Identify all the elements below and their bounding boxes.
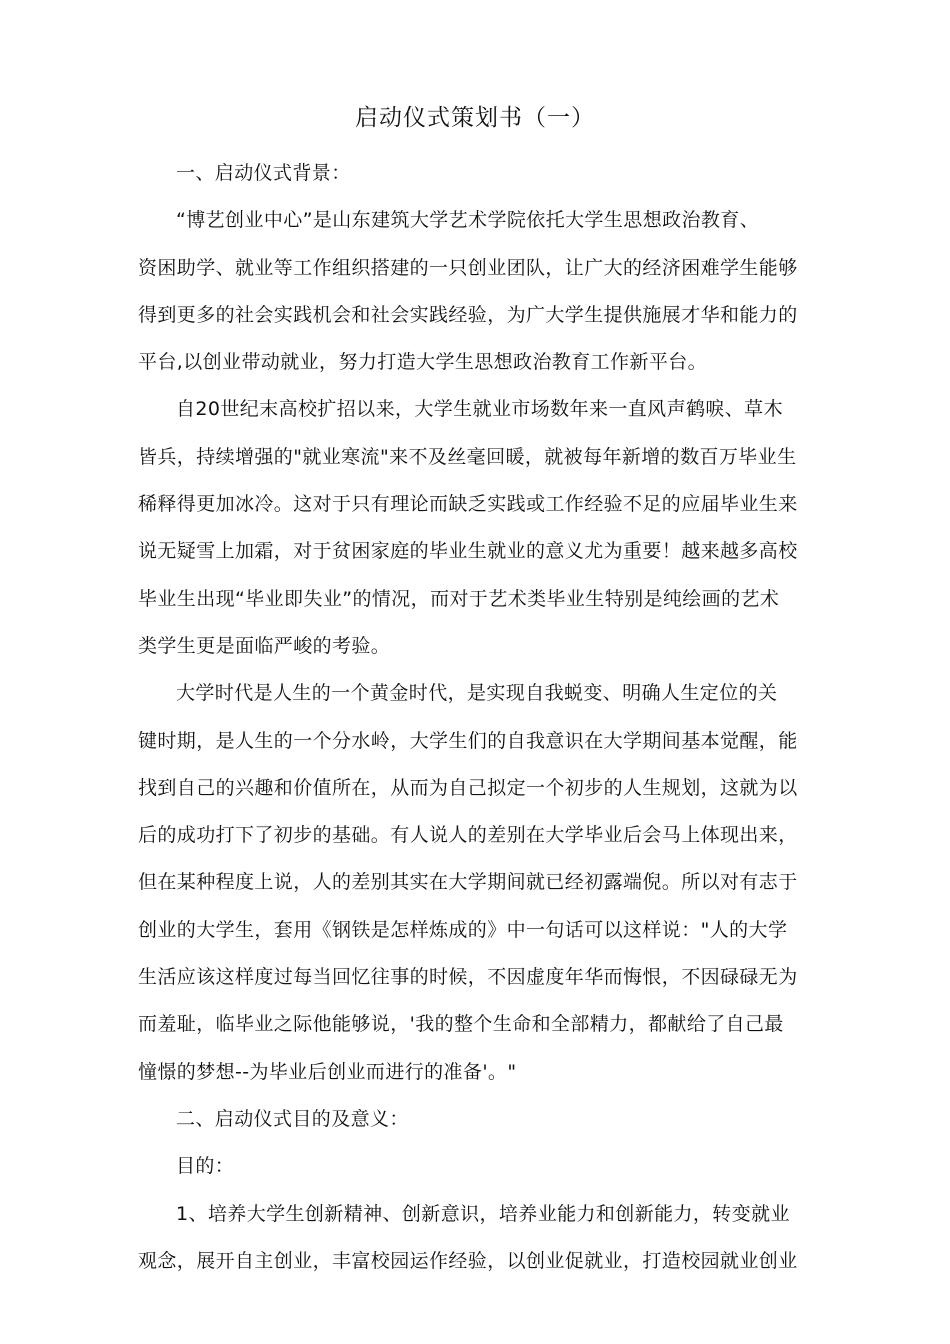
text-line: 自20世纪末高校扩招以来，大学生就业市场数年来一直风声鹤唳、草木 — [176, 398, 783, 421]
text-line: 生活应该这样度过每当回忆往事的时候，不因虚度年华而悔恨，不因碌碌无为 — [138, 966, 798, 989]
text-line: 毕业生出现“毕业即失业”的情况，而对于艺术类毕业生特别是纯绘画的艺术 — [138, 587, 780, 610]
document-title: 启动仪式策划书（一） — [355, 105, 595, 131]
text-line: 得到更多的社会实践机会和社会实践经验，为广大学生提供施展才华和能力的 — [138, 303, 798, 326]
paragraph-center-intro — [138, 197, 822, 386]
text-line: 但在某种程度上说，人的差别其实在大学期间就已经初露端倪。所以对有志于 — [138, 871, 798, 894]
text-line: 后的成功打下了初步的基础。有人说人的差别在大学毕业后会马上体现出来， — [138, 824, 798, 847]
text-line: 找到自己的兴趣和价值所在，从而为自己拟定一个初步的人生规划，这就为以 — [138, 776, 798, 799]
text-line: 而羞耻，临毕业之际他能够说，'我的整个生命和全部精力，都献给了自己最 — [138, 1013, 784, 1036]
section-heading-purpose: 二、启动仪式目的及意义： — [176, 1107, 409, 1130]
purpose-label: 目的： — [176, 1155, 235, 1178]
text-line: 稀释得更加冰冷。这对于只有理论而缺乏实践或工作经验不足的应届毕业生来 — [138, 493, 798, 516]
text-line: 创业的大学生，套用《钢铁是怎样炼成的》中一句话可以这样说："人的大学 — [138, 918, 788, 941]
text-line: 观念，展开自主创业，丰富校园运作经验，以创业促就业，打造校园就业创业 — [138, 1249, 798, 1272]
text-line: 憧憬的梦想--为毕业后创业而进行的准备'。" — [138, 1060, 517, 1083]
section-heading-background: 一、启动仪式背景： — [176, 162, 351, 184]
document-body — [138, 150, 822, 1285]
purpose-item-1 — [138, 1191, 822, 1286]
text-line: 说无疑雪上加霜，对于贫困家庭的毕业生就业的意义尤为重要！越来越多高校 — [138, 540, 798, 563]
text-line: 平台,以创业带动就业，努力打造大学生思想政治教育工作新平台。 — [138, 351, 708, 374]
text-line: 皆兵，持续增强的"就业寒流"来不及丝毫回暖，就被每年新增的数百万毕业生 — [138, 445, 797, 468]
text-line: 1、培养大学生创新精神、创新意识，培养业能力和创新能力，转变就业 — [176, 1202, 790, 1225]
paragraph-employment-context — [138, 386, 822, 670]
paragraph-university-era — [138, 670, 822, 1096]
text-line: “博艺创业中心”是山东建筑大学艺术学院依托大学生思想政治教育、 — [176, 209, 760, 232]
text-line: 类学生更是面临严峻的考验。 — [138, 634, 391, 657]
text-line: 键时期，是人生的一个分水岭，大学生们的自我意识在大学期间基本觉醒，能 — [138, 729, 798, 752]
text-line: 资困助学、就业等工作组织搭建的一只创业团队，让广大的经济困难学生能够 — [138, 256, 798, 279]
text-line: 大学时代是人生的一个黄金时代，是实现自我蜕变、明确人生定位的关 — [176, 682, 778, 705]
